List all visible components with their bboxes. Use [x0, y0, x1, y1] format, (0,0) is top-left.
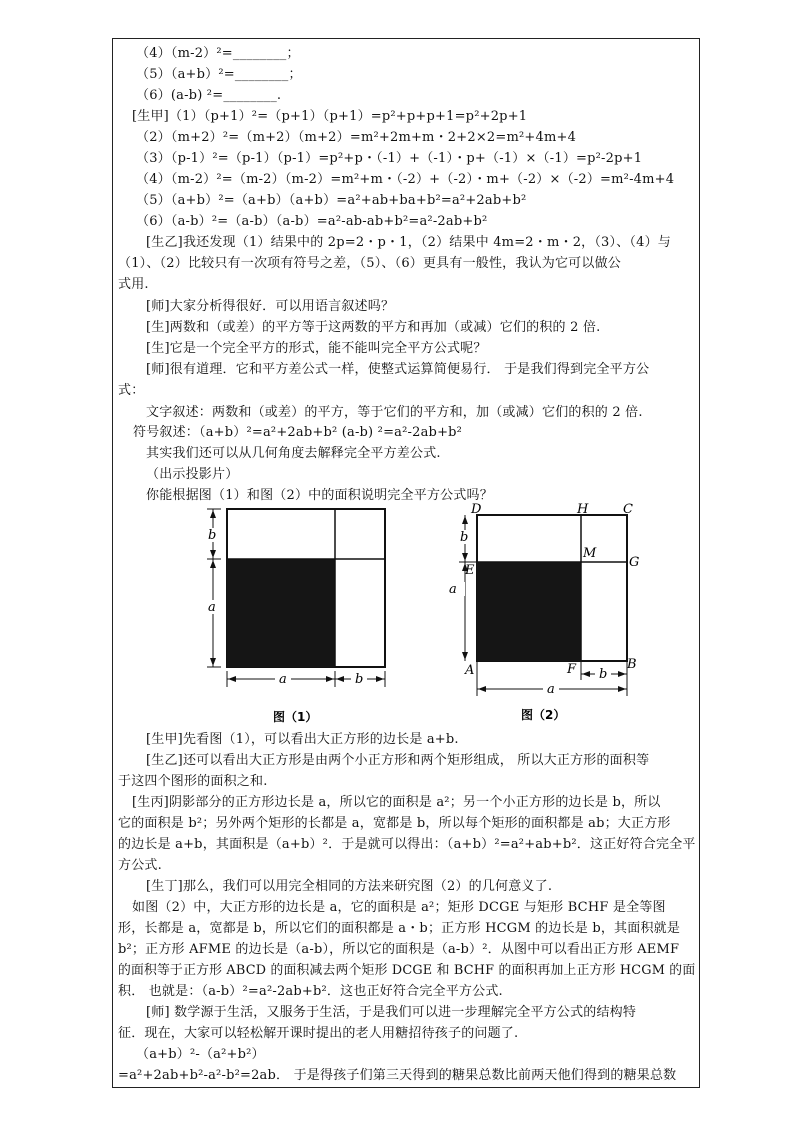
text-line: 于这四个图形的面积之和.: [118, 774, 268, 789]
text-line: 形，长都是 a，宽都是 b，所以它们的面积都是 a・b；正方形 HCGM 的边长是 b，其面积就是: [118, 921, 681, 936]
vertex-label: F: [567, 662, 577, 677]
vertex-label: D: [471, 502, 482, 517]
figure-1: [195, 503, 395, 728]
text-line: [师]大家分析得很好．可以用语言叙述吗？: [146, 299, 395, 314]
label-b: b: [599, 667, 608, 682]
text-line: 你能根据图（1）和图（2）中的面积说明完全平方公式吗？: [146, 488, 493, 503]
text-line: [生丙]阴影部分的正方形边长是 a，所以它的面积是 a²；另一个小正方形的边长是 b，所以: [132, 795, 661, 810]
text-line: （6）（a-b）²=（a-b）（a-b）=a²-ab-ab+b²=a²-2ab+b²: [136, 214, 488, 229]
vertex-label: M: [583, 546, 597, 561]
text-line: [师] 数学源于生活，又服务于生活，于是我们可以进一步理解完全平方公式的结构特: [146, 1005, 637, 1020]
text-line: （5）（a+b）²=（a+b）（a+b）=a²+ab+ba+b²=a²+2ab+b²: [136, 193, 527, 208]
text-line: （4）（m-2）²=（m-2）（m-2）=m²+m・（-2）+（-2）・m+（-2）×（-2）=m²-4m+4: [136, 172, 675, 187]
text-line: [生]它是一个完全平方的形式，能不能叫完全平方公式呢？: [146, 341, 487, 356]
text-line: [生]两数和（或差）的平方等于这两数的平方和再加（或减）它们的积的 2 倍.: [146, 320, 601, 335]
text-line: [师]很有道理．它和平方差公式一样，使整式运算简便易行． 于是我们得到完全平方公: [146, 362, 650, 377]
text-line: 它的面积是 b²；另外两个矩形的长都是 a，宽都是 b，所以每个矩形的面积都是 ab；大正方形: [118, 816, 671, 831]
vertex-label: C: [623, 502, 633, 517]
label-a: a: [449, 582, 457, 597]
figure-2: [435, 498, 645, 726]
label-b: b: [355, 672, 364, 687]
text-line: （2）（m+2）²=（m+2）（m+2）=m²+2m+m・2+2×2=m²+4m+4: [136, 130, 577, 145]
vertex-label: H: [577, 502, 589, 517]
text-line: 的边长是 a+b，其面积是（a+b）²．于是就可以得出：（a+b）²=a²+ab+b²．这正好符合完全平: [118, 837, 696, 852]
text-line: （5）（a+b）²=________；: [136, 67, 302, 82]
text-line: （1）、（2）比较只有一次项有符号之差，（5）、（6）更具有一般性，我认为它可以做公: [118, 256, 621, 271]
text-line: （4）（m-2）²=________；: [136, 46, 300, 61]
text-line: [生乙]我还发现（1）结果中的 2p=2・p・1，（2）结果中 4m=2・m・2，（3）、（4）与: [146, 235, 672, 250]
vertex-label: G: [629, 555, 640, 570]
label-a: a: [279, 672, 287, 687]
text-line: =a²+2ab+b²-a²-b²=2ab． 于是得孩子们第三天得到的糖果总数比前两天他们得到的糖果总数: [118, 1068, 677, 1083]
label-b: b: [208, 528, 217, 543]
figure-caption: 图（2）: [521, 708, 566, 722]
text-line: （6）(a-b) ²=________.: [136, 88, 282, 103]
text-line: [生乙]还可以看出大正方形是由两个小正方形和两个矩形组成， 所以大正方形的面积等: [146, 753, 650, 768]
figure-caption: 图（1）: [273, 710, 318, 724]
text-line: 的面积等于正方形 ABCD 的面积减去两个矩形 DCGE 和 BCHF 的面积再加上正方形 HCGM 的面: [118, 963, 696, 978]
text-line: b²；正方形 AFME 的边长是（a-b），所以它的面积是（a-b）²．从图中可以看出正方形 AEMF: [118, 942, 680, 957]
text-line: （a+b）²-（a²+b²）: [136, 1047, 265, 1062]
vertex-label: B: [627, 657, 637, 672]
text-line: [生甲]先看图（1），可以看出大正方形的边长是 a+b.: [146, 732, 459, 747]
label-a: a: [547, 682, 555, 697]
shaded-square: [477, 562, 581, 661]
vertex-label: A: [465, 663, 475, 678]
text-line: [生丁]那么，我们可以用完全相同的方法来研究图（2）的几何意义了.: [146, 879, 553, 894]
text-line: 式用.: [118, 277, 149, 292]
text-line: （3）（p-1）²=（p-1）（p-1）=p²+p・（-1）+（-1）・p+（-1）×（-1）=p²-2p+1: [136, 151, 643, 166]
label-b: b: [460, 530, 469, 545]
text-line: 征．现在，大家可以轻松解开课时提出的老人用糖招待孩子的问题了.: [118, 1026, 519, 1041]
text-line: 如图（2）中，大正方形的边长是 a，它的面积是 a²；矩形 DCGE 与矩形 BCHF 是全等图: [132, 900, 666, 915]
text-line: 其实我们还可以从几何角度去解释完全平方差公式.: [146, 446, 441, 461]
vertex-label: E: [465, 563, 475, 578]
text-line: 文字叙述：两数和（或差）的平方，等于它们的平方和，加（或减）它们的积的 2 倍.: [146, 405, 643, 420]
text-line: 方公式.: [118, 858, 162, 873]
shaded-square: [227, 559, 335, 667]
text-line: （出示投影片）: [146, 467, 239, 482]
text-line: 式：: [118, 383, 145, 398]
text-line: 积． 也就是：（a-b）²=a²-2ab+b²．这也正好符合完全平方公式.: [118, 984, 503, 999]
label-a: a: [208, 600, 216, 615]
text-line: [生甲]（1）（p+1）²=（p+1）（p+1）=p²+p+p+1=p²+2p+1: [132, 109, 528, 124]
text-line: 符号叙述：（a+b）²=a²+2ab+b² (a-b) ²=a²-2ab+b²: [133, 425, 463, 440]
